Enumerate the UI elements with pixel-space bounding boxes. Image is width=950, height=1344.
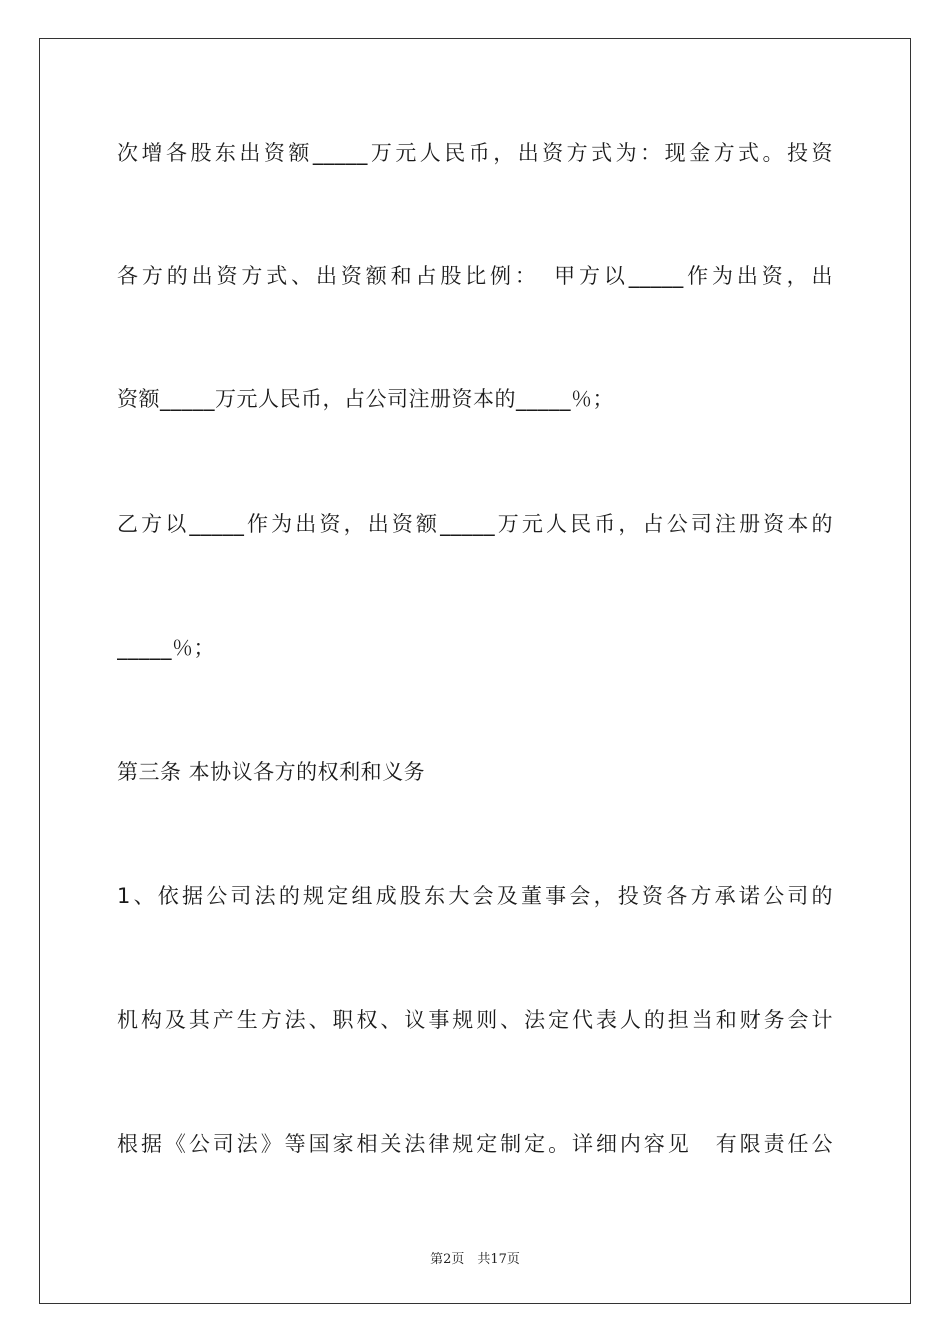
body-text-line: _____％； xyxy=(117,636,215,660)
page-number-footer: 第2页 共17页 xyxy=(430,1252,520,1267)
section-heading: 第三条 本协议各方的权利和义务 xyxy=(117,760,426,784)
body-text-line: 各方的出资方式、出资额和占股比例： 甲方以_____作为出资，出 xyxy=(117,264,833,288)
body-text-line: 乙方以_____作为出资，出资额_____万元人民币，占公司注册资本的 xyxy=(117,512,833,536)
body-text-line: 次增各股东出资额_____万元人民币，出资方式为：现金方式。投资 xyxy=(117,141,833,165)
page-border xyxy=(39,38,911,1304)
body-text-line: 1、依据公司法的规定组成股东大会及董事会，投资各方承诺公司的 xyxy=(117,884,833,908)
body-text-line: 资额_____万元人民币，占公司注册资本的_____％； xyxy=(117,387,614,411)
body-text-line: 根据《公司法》等国家相关法律规定制定。详细内容见 有限责任公 xyxy=(117,1132,833,1156)
body-text-line: 机构及其产生方法、职权、议事规则、法定代表人的担当和财务会计 xyxy=(117,1008,833,1032)
